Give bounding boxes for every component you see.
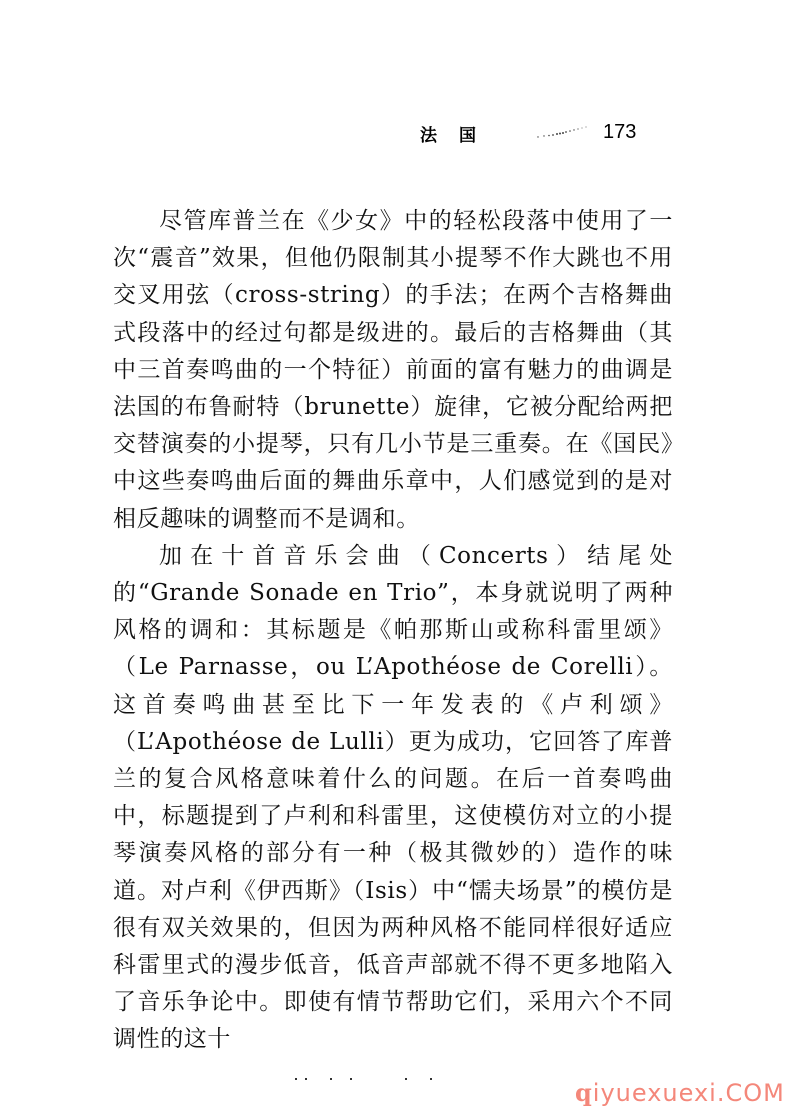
paragraph: 加在十首音乐会曲（Concerts）结尾处的“Grande Sonade en Trio”，本身就说明了两种风格的调和：其标题是《帕那斯山或称科雷里颂》（Le Parnasse，ou L’Apothéose de Corelli）。这首奏鸣曲甚至比下一年发表的《卢利颂》（L’Apothéose de Lulli）更为成功，它回答了库普兰的复合风格意味着什么的问题。在后一首奏鸣曲中，标题提到了卢利和科雷里，这使模仿对立的小提琴演奏风格的部分有一种（极其微妙的）造作的味道。对卢利《伊西斯》（Isis）中“懦夫场景”的模仿是很有双关效果的，但因为两种风格不能同样很好适应科雷里式的漫步低音，低音声部就不得不更多地陷入了音乐争论中。即使有情节帮助它们，采用六个不同调性的这十	[113, 542, 673, 1053]
page-number: 173	[603, 121, 637, 143]
chapter-title: 法国	[420, 126, 498, 146]
watermark-text: iyuexuexi.COM	[592, 1079, 785, 1107]
running-head	[420, 121, 680, 151]
body-text	[113, 203, 673, 1059]
watermark-prefix: q	[575, 1078, 593, 1107]
paragraph: 尽管库普兰在《少女》中的轻松段落中使用了一次“震音”效果，但他仍限制其小提琴不作大跳也不用交叉用弦（cross-string）的手法；在两个吉格舞曲式段落中的经过句都是级进的。最后的吉格舞曲（其中三首奏鸣曲的一个特征）前面的富有魅力的曲调是法国的布鲁耐特（brunette）旋律，它被分配给两把交替演奏的小提琴，只有几小节是三重奏。在《国民》中这些奏鸣曲后面的舞曲乐章中，人们感觉到的是对相反趣味的调整而不是调和。	[113, 208, 673, 532]
watermark	[575, 1078, 785, 1107]
ornament-icon	[536, 125, 596, 139]
scan-artifacts	[295, 1078, 535, 1084]
